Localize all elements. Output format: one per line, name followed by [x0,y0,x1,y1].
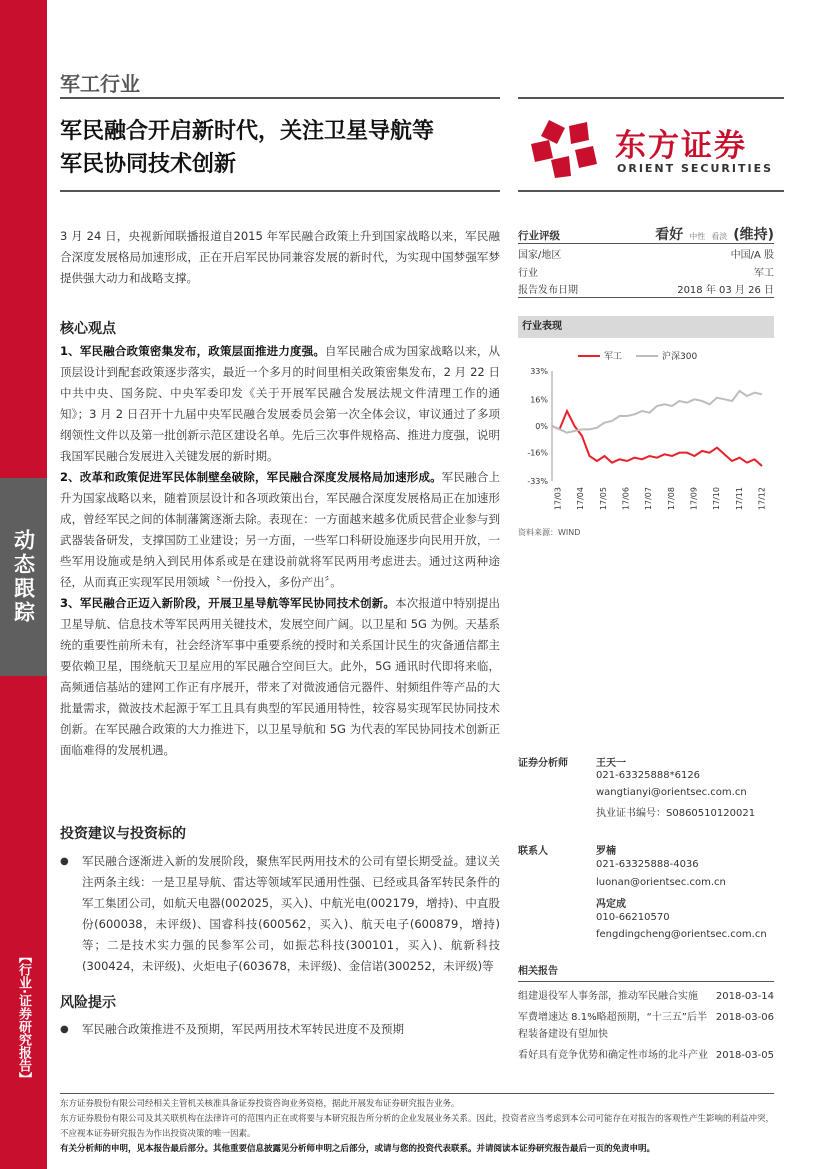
legend-label: 军工 [604,352,623,362]
series-line [552,411,762,466]
y-tick-label: 33% [530,367,548,376]
related-report-item[interactable]: 军费增速达 8.1%略超预期，“十三五”后半程装备建设有望加快 2018-03-06 [518,1012,774,1040]
x-tick-label: 17/03 [553,487,563,511]
related-report-item[interactable]: 组建退役军人事务部，推动军民融合实施 2018-03-14 [518,991,774,1002]
x-tick-label: 17/07 [644,487,654,511]
rating-row: 行业 军工 [518,267,774,279]
rating-row: 国家/地区 中国/A 股 [518,249,774,261]
industry-performance-chart [518,345,774,520]
intro-paragraph: 3 月 24 日，央视新闻联播报道自2015 年军民融合政策上升到国家战略以来，军民融合深度发展格局加速形成，正在开启军民协同兼容发展的新时代，为实现中国梦强军梦提供强大动力和战略支撑。 [60,229,500,285]
logo-text-cn: 东方证券 [615,128,747,164]
disclaimer: 东方证券股份有限公司经相关主管机关核准具备证券投资咨询业务资格，据此开展发布证券研究报告业务。 东方证券股份有限公司及其关联机构在法律许可的范围内正在或将要与本研究报告所分析的企业发展业务关系。因此，投资者应当考虑到本公司可能存在对报告的客观性产生影响的利益冲突，不应视本证券研究报告为作出投资决策的唯一因素。 有关分析师的申明，见本报告最后部分。其他重要信息披露见分析师申明之后部分，或请与您的投资代表联系。并请阅读本证券研究报告最后一页的免责申明。 [60,1099,775,1154]
x-tick-label: 17/10 [712,487,722,511]
x-tick-label: 17/05 [598,487,608,511]
x-tick-label: 17/08 [666,487,676,511]
perf-heading: 行业表现 [518,316,774,338]
rating-box: 行业评级 看好 中性 看淡 (维持) 国家/地区 中国/A 股 行业 军工 报告发布日期 2018 年 03 月 26 日 [518,224,774,298]
y-tick-label: 16% [530,395,548,405]
related-report-item[interactable]: 看好具有竞争优势和确定性市场的北斗产业 2018-03-05 [518,1050,774,1061]
x-tick-label: 17/12 [757,487,767,511]
invest-heading: 投资建议与投资标的 [60,826,186,842]
core-heading: 核心观点 [60,321,116,337]
related-reports: 相关报告 组建退役军人事务部，推动军民融合实施 2018-03-14 军费增速达 8.1%略超预期，“十三五”后半程装备建设有望加快 2018-03-06 看好具有竞争优势和确定性市场的北斗产业 2018-03-05 [518,962,774,1066]
y-tick-label: -16% [527,448,548,458]
y-tick-label: 0% [535,422,548,431]
analyst-block: 证券分析师 王天一 021-63325888*6126 wangtianyi@orientsec.com.cn 执业证书编号：S0860510120021 联系人 罗楠 021-63325888-4036 luonan@orientsec.com.cn 冯定成 010-66210570 fengdingcheng@orientsec.com.cn [518,758,767,940]
divider [60,190,500,192]
logo-mark-icon [527,118,607,180]
risk-heading: 风险提示 [60,995,116,1011]
x-tick-label: 17/11 [734,487,744,511]
divider [60,97,500,99]
y-tick-label: -33% [527,477,548,486]
sidebar-report-type: 【行业·证券研究报告】 [16,950,31,1085]
chart-source: 资料来源：WIND [518,528,581,537]
x-tick-label: 17/04 [576,487,586,511]
core-views: 1、军民融合政策密集发布，政策层面推进力度强。自军民融合成为国家战略以来，从顶层设计到配套政策逐步落实，最近一个多月的时间里相关政策密集发布，2 月 22 日中共中央、国务院、中央军委印发《关于开展军民融合发展法规文件清理工作的通知》；3 月 2 日召开十九届中央军民融合发展委员会第一次全体会议，审议通过了多项纲领性文件以及第一批创新示范区建设名单。先后三次事件规格高、推进力度强，说明我国军民融合发展进入关键发展的新时期。 2、改革和政策促进军民体制壁垒破除，军民融合深度发展格局加速形成。军民融合上升为国家战略以来，随着顶层设计和各项政策出台，军民融合深度发展格局正在加速形成，曾经军民之间的体制藩篱逐渐去除。表现在：一方面越来越多优质民营企业参与到武器装备研发，支撑国防工业建设；另一方面，一些军口科研设施逐步向民用开放，一些军用设施或是纳入到民用体系或是在建设前就将军民两用考虑进去。通过这两种途径，从而真正实现军民用领域〝一份投入，多份产出〞。 3、军民融合正迈入新阶段，开展卫星导航等军民协同技术创新。本次报道中特别提出卫星导航、信息技术等军民两用关键技术，发展空间广阔。以卫星和 5G 为例。天基系统的重要性前所未有，社会经济军事中重要系统的授时和关系国计民生的灾备通信都主要依赖卫星，围绕航天卫星应用的军民融合空间巨大。此外，5G 通讯时代即将来临，高频通信基站的建网工作正有序展开，带来了对微波通信元器件、射频组件等产品的大批量需求，微波技术起源于军工且具有典型的军民通用特性，较容易实现军民协同技术创新。在军民融合政策的大力推进下，以卫星导航和 5G 为代表的军民协同技术创新正面临难得的发展机遇。 [60,344,501,757]
risk-item: ● 军民融合政策推进不及预期，军民两用技术军转民进度不及预期 [60,1022,404,1036]
divider [518,97,784,99]
report-title: 军民融合开启新时代，关注卫星导航等 军民协同技术创新 [60,119,435,177]
divider [518,190,784,192]
company-logo [527,118,782,180]
x-tick-label: 17/09 [689,487,699,511]
sidebar-section-label: 动态跟踪 [11,529,36,625]
footer-divider [60,1093,774,1094]
rating-row: 报告发布日期 2018 年 03 月 26 日 [518,280,774,298]
series-line [552,391,762,433]
industry-label: 军工行业 [60,72,140,96]
legend-label: 沪深300 [662,352,698,362]
logo-text-en: ORIENT SECURITIES [617,162,774,175]
invest-item: ● 军民融合逐渐进入新的发展阶段，聚焦军民两用技术的公司有望长期受益。建议关注两条主线：一是卫星导航、雷达等领域军民通用性强、已经或具备军转民条件的军工集团公司，如航天电器(002025，买入)、中航光电(002179，增持)、中直股份(600038，未评级)、国睿科技(600562，买入)、航天电子(600879，增持)等；二是技术实力强的民参军公司，如振芯科技(300101，买入)、航新科技(300424，未评级)、火炬电子(603678，未评级)、金信诺(300252，未评级)等 [60,854,500,973]
x-tick-label: 17/06 [621,487,631,511]
